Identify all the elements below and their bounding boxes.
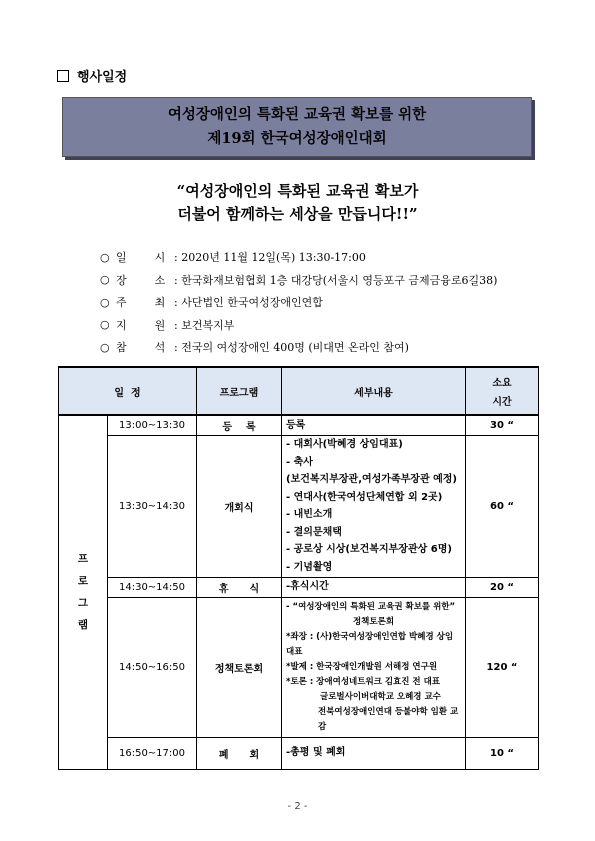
slogan-line-1: “여성장애인의 특화된 교육권 확보가 bbox=[176, 182, 419, 200]
cell-duration: 120 “ bbox=[466, 597, 539, 737]
info-value: : 보건복지부 bbox=[174, 318, 235, 332]
banner-line-1: 여성장애인의 특화된 교육권 확보를 위한 bbox=[167, 106, 427, 123]
cell-program: 등 록 bbox=[197, 415, 282, 435]
info-value: : 전국의 여성장애인 400명 (비대면 온라인 참여) bbox=[174, 341, 409, 355]
table-row bbox=[59, 737, 539, 769]
cell-program: 개회식 bbox=[197, 435, 282, 577]
cell-time: 13:30~14:30 bbox=[108, 435, 197, 577]
info-row-support bbox=[100, 314, 497, 337]
side-char: 그 bbox=[77, 597, 89, 610]
side-char: 로 bbox=[77, 575, 89, 588]
table-header-row bbox=[59, 367, 539, 415]
circle-bullet-icon: ○ bbox=[100, 340, 110, 354]
cell-detail bbox=[282, 577, 466, 597]
title-banner bbox=[62, 97, 532, 157]
side-char: 프 bbox=[77, 553, 89, 566]
table-row bbox=[59, 435, 539, 577]
circle-bullet-icon: ○ bbox=[100, 250, 110, 264]
info-value: : 한국화재보험협회 1층 대강당(서울시 영등포구 금제금융로6길38) bbox=[174, 273, 498, 287]
info-key: 참 석 bbox=[116, 341, 166, 355]
cell-program: 폐 회 bbox=[197, 737, 282, 769]
detail-line: - 공로상 시상(보건복지부장관상 6명) bbox=[286, 544, 452, 555]
circle-bullet-icon: ○ bbox=[100, 295, 110, 309]
detail-line: *좌장 : (사)한국여성장애인연합 박혜경 상임대표 bbox=[286, 631, 454, 657]
info-key: 지 원 bbox=[116, 318, 166, 332]
section-title: 행사일정 bbox=[77, 70, 128, 85]
detail-line: *발제 : 한국장애인개발원 서해정 연구원 bbox=[286, 661, 438, 672]
detail-line: *토론 : 장애여성네트워크 김효진 전 대표 bbox=[286, 676, 441, 687]
header-duration-line-1: 소요 bbox=[492, 378, 512, 389]
detail-line: -휴식시간 bbox=[286, 581, 329, 593]
detail-line: 등록 bbox=[286, 419, 306, 431]
header-duration-line-2: 시간 bbox=[492, 397, 512, 408]
detail-line: - 결의문채택 bbox=[286, 526, 342, 538]
section-heading bbox=[57, 66, 127, 85]
detail-line: - 축사 bbox=[286, 456, 313, 468]
info-key: 일 시 bbox=[116, 251, 166, 265]
schedule-table bbox=[58, 366, 539, 770]
info-value: : 2020년 11월 12일(목) 13:30-17:00 bbox=[174, 251, 366, 265]
detail-line: - 연대사(한국여성단체연합 외 2곳) bbox=[286, 491, 443, 503]
detail-line: 글로벌사이버대학교 오혜경 교수 bbox=[320, 691, 441, 702]
info-key: 장 소 bbox=[116, 273, 166, 287]
circle-bullet-icon: ○ bbox=[100, 273, 110, 287]
header-detail: 세부내용 bbox=[282, 367, 466, 415]
side-char: 램 bbox=[77, 619, 89, 632]
cell-duration: 20 “ bbox=[466, 577, 539, 597]
cell-detail bbox=[282, 435, 466, 577]
info-row-attendance bbox=[100, 336, 497, 359]
detail-line: - “여성장애인의 특화된 교육권 확보를 위한” bbox=[286, 601, 456, 612]
event-info-list bbox=[100, 246, 497, 359]
cell-time: 13:00~13:30 bbox=[108, 415, 197, 435]
cell-time: 14:50~16:50 bbox=[108, 597, 197, 737]
cell-detail bbox=[282, 415, 466, 435]
detail-line: (보건복지부장관,여성가족부장관 예정) bbox=[286, 474, 457, 485]
cell-duration: 60 “ bbox=[466, 435, 539, 577]
table-row bbox=[59, 597, 539, 737]
cell-duration: 30 “ bbox=[466, 415, 539, 435]
table-row bbox=[59, 577, 539, 597]
cell-detail bbox=[282, 597, 466, 737]
cell-detail bbox=[282, 737, 466, 769]
header-duration bbox=[466, 367, 539, 415]
cell-time: 16:50~17:00 bbox=[108, 737, 197, 769]
cell-program: 정책토론회 bbox=[197, 597, 282, 737]
detail-line: -총평 및 폐회 bbox=[286, 747, 346, 759]
header-schedule: 일 정 bbox=[59, 367, 197, 415]
circle-bullet-icon: ○ bbox=[100, 318, 110, 332]
checkbox-square-icon bbox=[57, 70, 69, 82]
page-number: - 2 - bbox=[287, 801, 308, 812]
detail-line: - 내빈소개 bbox=[286, 509, 333, 520]
info-row-place bbox=[100, 269, 497, 292]
info-value: : 사단법인 한국여성장애인연합 bbox=[174, 296, 323, 310]
info-row-date bbox=[100, 246, 497, 269]
cell-time: 14:30~14:50 bbox=[108, 577, 197, 597]
cell-duration: 10 “ bbox=[466, 737, 539, 769]
info-row-host bbox=[100, 291, 497, 314]
detail-line: - 대회사(박혜경 상임대표) bbox=[286, 439, 403, 450]
detail-line: 전북여성장애인연대 등불야학 임환 교감 bbox=[318, 706, 459, 732]
cell-program: 휴 식 bbox=[197, 577, 282, 597]
info-key: 주 최 bbox=[116, 296, 166, 310]
header-program: 프로그램 bbox=[197, 367, 282, 415]
detail-line: - 기념촬영 bbox=[286, 561, 333, 573]
slogan-line-2: 더불어 함께하는 세상을 만듭니다!!” bbox=[177, 205, 418, 223]
table-row bbox=[59, 415, 539, 435]
slogan bbox=[0, 180, 595, 226]
detail-line: 정책토론회 bbox=[352, 616, 395, 627]
side-label-program bbox=[59, 415, 108, 769]
banner-line-2: 제19회 한국여성장애인대회 bbox=[207, 130, 387, 147]
